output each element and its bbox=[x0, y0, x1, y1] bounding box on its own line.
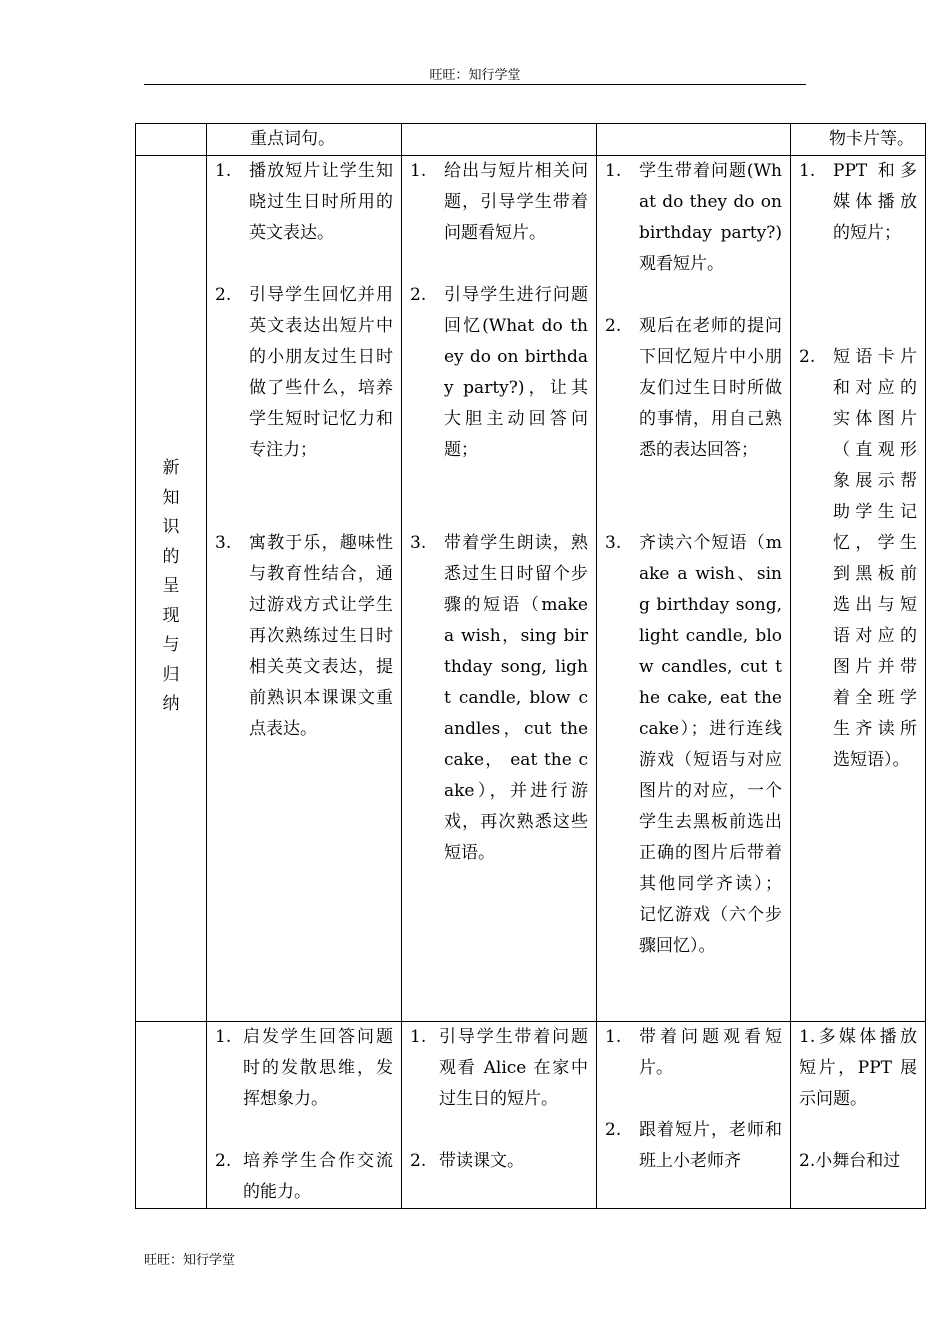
item-number: 2. bbox=[605, 316, 622, 336]
item-text: 跟着短片，老师和班上小老师齐 bbox=[639, 1120, 782, 1171]
media-cell bbox=[791, 1022, 926, 1209]
list-item bbox=[410, 280, 588, 466]
list-item bbox=[215, 528, 393, 745]
media-cell bbox=[791, 124, 926, 156]
media-item-text: 2.小舞台和过 bbox=[799, 1151, 901, 1171]
list-item bbox=[799, 342, 917, 776]
table-row-continuation bbox=[136, 124, 926, 156]
item-number: 3. bbox=[215, 533, 232, 553]
teacher-activities-cell bbox=[402, 156, 597, 1022]
student-activities-cell bbox=[597, 1022, 791, 1209]
item-number: 2. bbox=[799, 347, 816, 367]
list-item bbox=[410, 1022, 588, 1115]
item-text: 培养学生合作交流的能力。 bbox=[243, 1151, 393, 1202]
list-item bbox=[605, 1115, 782, 1177]
section-cell-empty bbox=[136, 1022, 207, 1209]
page-footer: 旺旺：知行学堂 bbox=[144, 1253, 236, 1268]
section-char: 纳 bbox=[162, 694, 180, 714]
item-number: 2. bbox=[410, 285, 427, 305]
list-item bbox=[215, 1146, 393, 1208]
list-item bbox=[605, 156, 782, 280]
list-item bbox=[215, 280, 393, 466]
section-char: 识 bbox=[162, 517, 180, 537]
item-number: 1. bbox=[410, 161, 427, 181]
teacher-activities-cell bbox=[402, 1022, 597, 1209]
item-text: 引导学生进行问题回忆(What do they do on birthday party?)，让其大胆主动回答问题； bbox=[444, 285, 588, 460]
list-item bbox=[410, 528, 588, 869]
item-text: 带着问题观看短片。 bbox=[639, 1027, 782, 1078]
section-char: 与 bbox=[162, 635, 180, 655]
section-char: 归 bbox=[162, 664, 180, 685]
item-text: 启发学生回答问题时的发散思维，发挥想象力。 bbox=[243, 1027, 393, 1109]
item-text: 寓教于乐，趣味性与教育性结合，通过游戏方式让学生再次熟练过生日时相关英文表达，提前熟识本课课文重点表达。 bbox=[249, 533, 393, 739]
item-text: 播放短片让学生知晓过生日时所用的英文表达。 bbox=[249, 161, 393, 243]
media-cell bbox=[791, 156, 926, 1022]
item-number: 1. bbox=[799, 161, 816, 181]
section-char: 新 bbox=[162, 458, 180, 478]
item-text: 学生带着问题(What do they do on birthday party?)观看短片。 bbox=[639, 161, 782, 274]
item-number: 1. bbox=[605, 1027, 622, 1047]
item-text: 引导学生带着问题观看 Alice 在家中过生日的短片。 bbox=[439, 1027, 588, 1109]
section-char: 现 bbox=[162, 605, 180, 626]
section-label-cell bbox=[136, 156, 207, 1022]
item-number: 3. bbox=[605, 533, 622, 553]
list-item bbox=[410, 156, 588, 249]
item-text: 给出与短片相关问题，引导学生带着问题看短片。 bbox=[444, 161, 588, 243]
item-number: 3. bbox=[410, 533, 427, 553]
section-char: 知 bbox=[162, 487, 180, 508]
list-item bbox=[215, 1022, 393, 1115]
item-text: 引导学生回忆并用英文表达出短片中的小朋友过生日时做了些什么，培养学生短时记忆力和专注力； bbox=[249, 285, 393, 460]
section-label bbox=[136, 156, 206, 720]
list-item bbox=[605, 528, 782, 962]
list-item bbox=[215, 156, 393, 249]
list-item bbox=[410, 1146, 588, 1177]
section-char: 呈 bbox=[162, 576, 180, 596]
media-item-text: 1.多媒体播放短片，PPT 展示问题。 bbox=[799, 1027, 917, 1109]
item-number: 2. bbox=[215, 285, 232, 305]
item-number: 2. bbox=[215, 1151, 232, 1171]
section-cell-empty bbox=[136, 124, 207, 156]
item-number: 2. bbox=[605, 1120, 622, 1140]
item-number: 1. bbox=[410, 1027, 427, 1047]
item-text: 带读课文。 bbox=[439, 1151, 524, 1171]
goals-cell bbox=[207, 1022, 402, 1209]
lesson-plan-table bbox=[135, 123, 926, 1209]
section-char: 的 bbox=[162, 546, 180, 567]
item-number: 1. bbox=[605, 161, 622, 181]
header-rule bbox=[144, 84, 806, 85]
list-item bbox=[605, 1022, 782, 1084]
goal-continuation-text: 重点词句。 bbox=[250, 129, 335, 149]
goal-cell bbox=[207, 124, 402, 156]
goals-cell bbox=[207, 156, 402, 1022]
item-text: PPT 和多媒体播放的短片； bbox=[833, 161, 917, 243]
item-text: 齐读六个短语（make a wish、sing birthday song, light candle, blow candles, cut the cake, eat the cake）；进行连线游戏（短语与对应图片的对应，一个学生去黑板前选出正确的图片后带着其他同学齐读）；记忆游戏（六个步骤回忆）。 bbox=[639, 533, 782, 956]
item-text: 带着学生朗读，熟悉过生日时留个步骤的短语（make a wish，sing birthday song, light candle, blow candles，cut the cake， eat the cake），并进行游戏，再次熟悉这些短语。 bbox=[444, 533, 588, 863]
student-cell-empty bbox=[597, 124, 791, 156]
item-number: 2. bbox=[410, 1151, 427, 1171]
teacher-cell-empty bbox=[402, 124, 597, 156]
list-item bbox=[605, 311, 782, 466]
table-row-next bbox=[136, 1022, 926, 1209]
item-number: 1. bbox=[215, 161, 232, 181]
page-header: 旺旺：知行学堂 bbox=[429, 68, 521, 83]
list-item bbox=[799, 156, 917, 249]
table-row-new-knowledge bbox=[136, 156, 926, 1022]
item-text: 短语卡片和对应的实体图片（直观形象展示帮助学生记忆，学生到黑板前选出与短语对应的图片并带着全班学生齐读所选短语）。 bbox=[833, 347, 917, 770]
item-number: 1. bbox=[215, 1027, 232, 1047]
student-activities-cell bbox=[597, 156, 791, 1022]
item-text: 观后在老师的提问下回忆短片中小朋友们过生日时所做的事情，用自己熟悉的表达回答； bbox=[639, 316, 782, 460]
media-continuation-text: 物卡片等。 bbox=[829, 129, 914, 149]
